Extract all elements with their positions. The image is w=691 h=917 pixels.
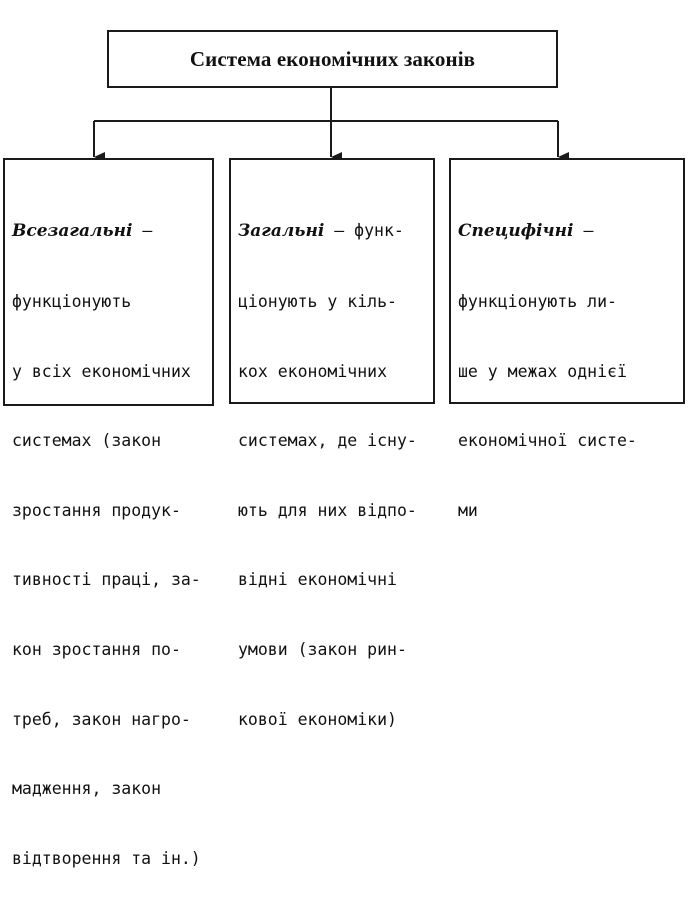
system-title-box [107,30,558,88]
category-line: кох економічних [238,361,388,381]
category-term: Специфічні [458,221,574,242]
category-term-suffix: — [573,221,594,241]
category-term: Загальні [238,221,325,242]
category-line: функціонують ли- [458,292,617,312]
category-line: у всіх економічних [12,361,191,381]
category-line: економічної систе- [458,431,637,451]
category-box-specific [449,158,685,520]
category-line: відтворення та ін.) [12,848,201,868]
category-line: умови (закон рин- [238,640,407,660]
category-line: треб, закон нагро- [12,709,191,729]
category-line: ми [458,500,478,520]
category-line: ють для них відпо- [238,500,417,520]
category-line: системах, де існу- [238,431,417,451]
category-term-suffix: — функ- [324,221,404,241]
category-text [12,173,210,917]
category-line: ше у межах однієї [458,361,627,381]
category-box-universal [3,158,214,868]
category-text [238,173,431,777]
category-heading-line [458,219,681,243]
category-heading-line [12,219,210,243]
category-text [458,173,681,568]
category-line: кової економіки) [238,709,397,729]
category-line: функціонують [12,292,132,312]
category-term-suffix: — [132,221,153,241]
category-line: мадження, закон [12,779,162,799]
category-line: відні економічні [238,570,397,590]
category-line: системах (закон [12,431,162,451]
category-line: кон зростання по- [12,640,181,660]
category-line: тивності праці, за- [12,570,201,590]
category-heading-line [238,219,431,243]
category-box-general [229,158,435,729]
system-title: Система економічних законів [189,46,476,71]
category-term: Всезагальні [12,221,133,242]
category-line: ціонують у кіль- [238,292,397,312]
category-line: зростання продук- [12,500,181,520]
